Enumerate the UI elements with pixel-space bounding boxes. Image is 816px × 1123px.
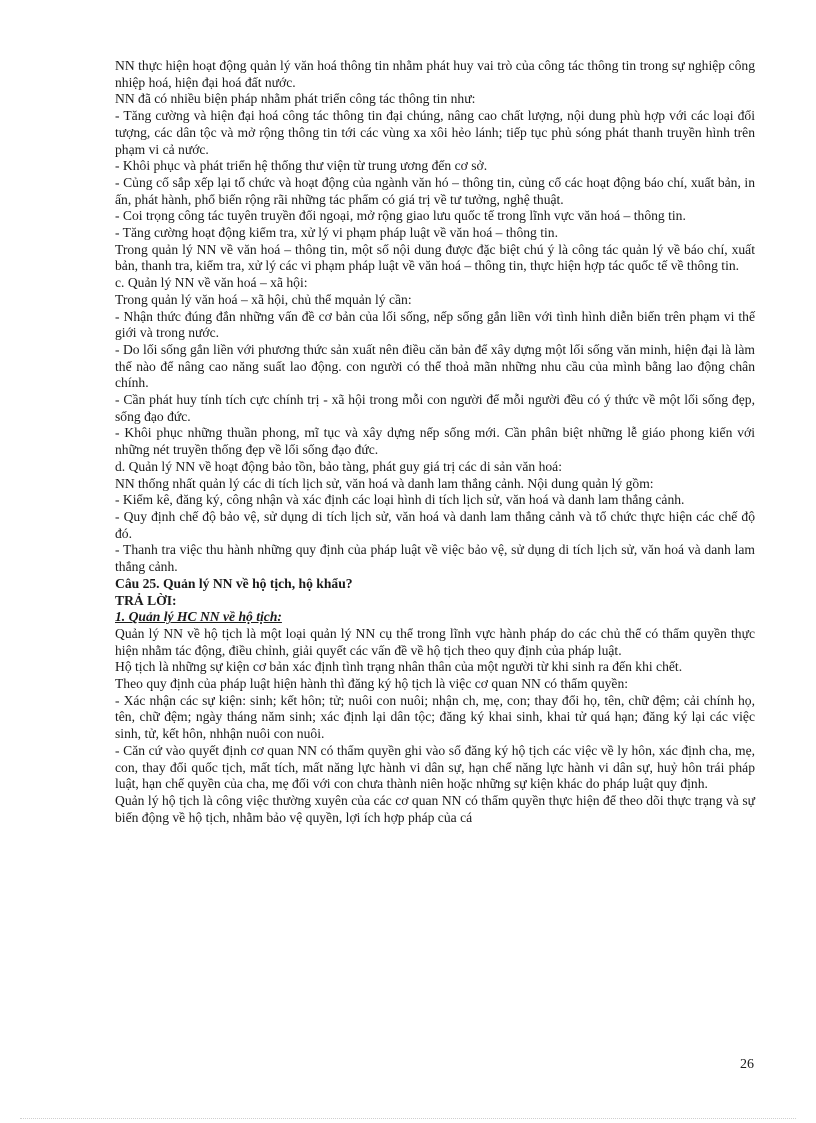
paragraph: - Xác nhận các sự kiện: sinh; kết hôn; tử; nuôi con nuôi; nhận ch, mẹ, con; thay đổi họ, tên, chữ đệm; cải chính họ, tên, chữ đệm; ngày tháng năm sinh; xác định lại dân tộc; đăng ký khai sinh, khai tử quá hạn; đăng ký lại các việc sinh, tử, kết hôn, nhhận nuôi con nuôi. [115,692,755,742]
page-number: 26 [740,1057,754,1072]
paragraph: Trong quản lý văn hoá – xã hội, chủ thể mquản lý cần: [115,291,412,307]
paragraph: Hộ tịch là những sự kiện cơ bản xác định tình trạng nhân thân của một người từ khi sinh ra đến khi chết. [115,659,683,675]
page-bottom-rule [20,1118,796,1119]
paragraph: Theo quy định của pháp luật hiện hành thì đăng ký hộ tịch là việc cơ quan NN có thẩm quyền: [115,676,629,692]
paragraph: Quản lý NN về hộ tịch là một loại quản lý NN cụ thể trong lĩnh vực hành pháp do các chủ thể có thẩm quyền thực hiện nhằm tác động, điều chỉnh, giải quyết các vấn đề về hộ tịch theo quy định của pháp luật. [115,625,755,658]
paragraph: - Tăng cường và hiện đại hoá công tác thông tin đại chúng, nâng cao chất lượng, nội dung phù hợp với các loại đối tượng, các dân tộc và mở rộng thông tin tới các vùng xa xôi hẻo lánh; tiếp tục phủ sóng phát thanh truyền hình trên phạm vi cả nước. [115,108,755,157]
paragraph: c. Quản lý NN về văn hoá – xã hội: [115,275,308,291]
paragraph: - Căn cứ vào quyết định cơ quan NN có thẩm quyền ghi vào sổ đăng ký hộ tịch các việc về ly hôn, xác định cha, mẹ, con, thay đổi quốc tịch, mất tích, mất năng lực hành vi dân sự, hạn chế năng lực hành vi dân sự, huỷ hôn trái pháp luật, hạn chế quyền của cha, mẹ đối với con chưa thành niên hoặc những sự kiện khác do pháp luật quy định. [115,742,755,792]
paragraph: d. Quản lý NN về hoạt động bảo tồn, bảo tàng, phát guy giá trị các di sản văn hoá: [115,458,562,474]
paragraph: - Cần phát huy tính tích cực chính trị - xã hội trong mỗi con người để mỗi người đều có ý thức về một lối sống đẹp, sống đạo đức. [115,392,755,424]
paragraph: - Quy định chế độ bảo vệ, sử dụng di tích lịch sử, văn hoá và danh lam thắng cảnh và tổ chức thực hiện các chế độ đó. [115,508,755,541]
paragraph: - Củng cố sắp xếp lại tổ chức và hoạt động của ngành văn hó – thông tin, củng cố các hoạt động báo chí, xuất bản, in ấn, phát hành, phổ biến rộng rãi những tác phẩm có giá trị về tư tưởng, nghệ thuật. [115,174,755,207]
paragraph: - Tăng cường hoạt động kiểm tra, xử lý vi phạm pháp luật về văn hoá – thông tin. [115,225,558,241]
paragraph: Quản lý hộ tịch là công việc thường xuyên của các cơ quan NN có thẩm quyền thực hiện để theo dõi thực trạng và sự biến động về hộ tịch, nhằm bảo vệ quyền, lợi ích hợp pháp của cá [115,792,755,825]
paragraph: NN thống nhất quản lý các di tích lịch sử, văn hoá và danh lam thắng cảnh. Nội dung quản lý gồm: [115,475,654,491]
document-body [115,58,755,826]
paragraph: - Do lối sống gắn liền với phương thức sản xuất nên điều căn bản để xây dựng một lối sống văn minh, hiện đại là làm thế nào để nâng cao năng suất lao động. con người có thể thoả mãn những nhu cầu của mình bằng lao động chân chính. [115,341,755,391]
paragraph: - Nhận thức đúng đắn những vấn đề cơ bản của lối sống, nếp sống gắn liền với tình hình diễn biến trên phạm vi thế giới và trong nước. [115,308,755,341]
paragraph: NN thực hiện hoạt động quản lý văn hoá thông tin nhằm phát huy vai trò của công tác thông tin trong sự nghiệp công nhiệp hoá, hiện đại hoá đất nước. [115,58,755,90]
paragraph: - Coi trọng công tác tuyên truyền đối ngoại, mở rộng giao lưu quốc tế trong lĩnh vực văn hoá – thông tin. [115,208,686,224]
heading: Câu 25. Quản lý NN về hộ tịch, hộ khẩu? [115,575,353,591]
paragraph: - Khôi phục những thuần phong, mĩ tục và xây dựng nếp sống mới. Cần phân biệt những lễ giáo phong kiến với những nét truyền thống đẹp về lối sống đạo đức. [115,425,755,458]
paragraph: Trong quản lý NN về văn hoá – thông tin, một số nội dung được đặc biệt chú ý là công tác quản lý về báo chí, xuất bản, thanh tra, kiểm tra, xử lý các vi phạm pháp luật về văn hoá – thông tin, thực hiện hợp tác quốc tế về thông tin. [115,241,755,274]
paragraph: - Khôi phục và phát triển hệ thống thư viện từ trung ương đến cơ sở. [115,158,488,174]
paragraph: - Thanh tra việc thu hành những quy định của pháp luật về việc bảo vệ, sử dụng di tích lịch sử, văn hoá và danh lam thắng cảnh. [115,542,755,575]
paragraph: NN đã có nhiều biện pháp nhằm phát triển công tác thông tin như: [115,91,476,107]
paragraph: - Kiểm kê, đăng ký, công nhận và xác định các loại hình di tích lịch sử, văn hoá và danh lam thắng cảnh. [115,492,685,508]
heading: TRẢ LỜI: [115,592,177,608]
subheading: 1. Quản lý HC NN về hộ tịch: [115,609,282,625]
